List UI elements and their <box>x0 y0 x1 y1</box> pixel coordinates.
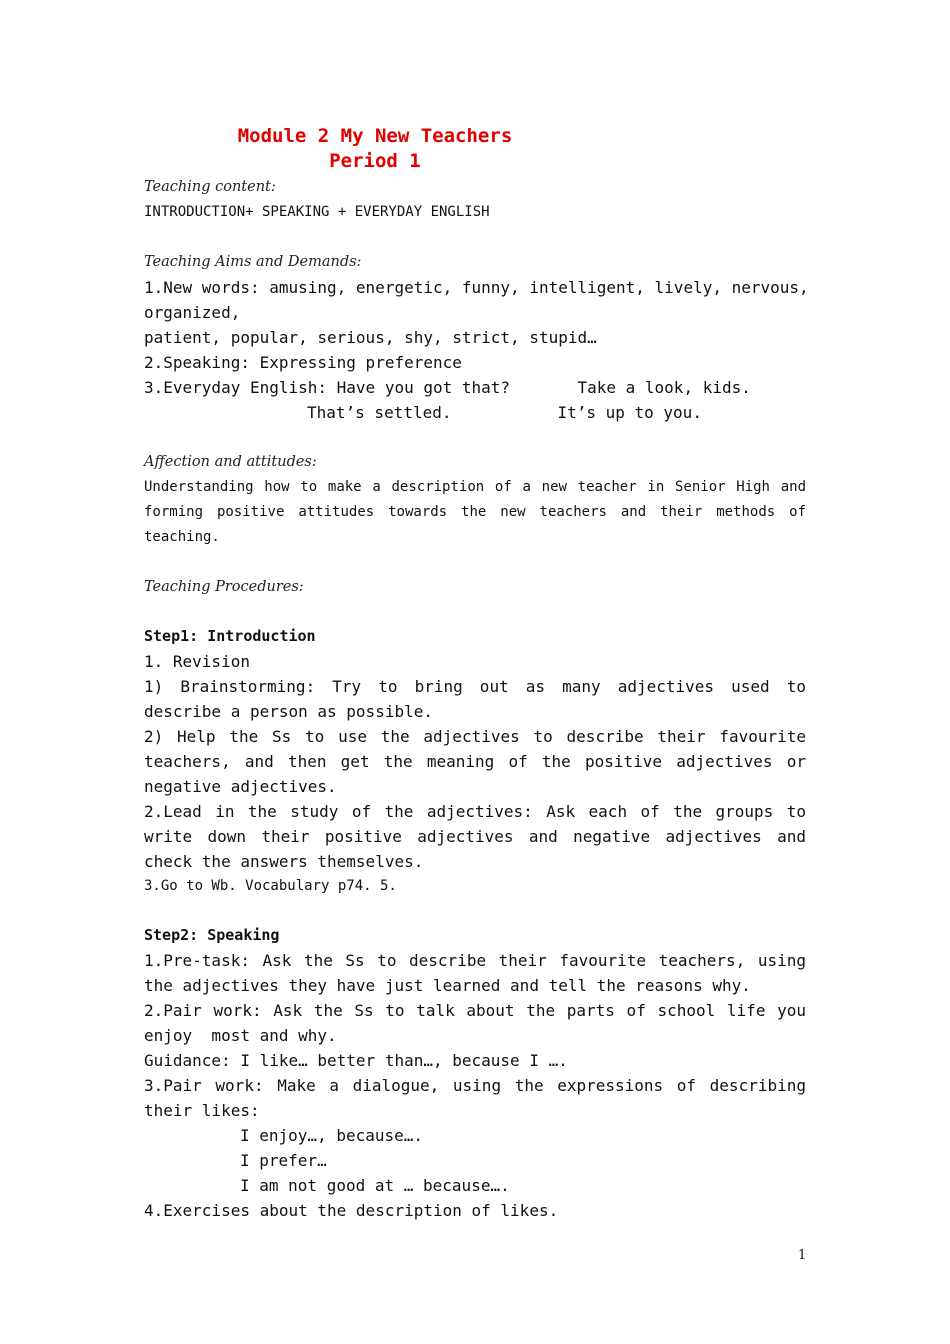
document-title: Module 2 My New Teachers <box>237 125 513 147</box>
teaching-content-heading: Teaching content: <box>144 179 276 195</box>
affection-line-3: teaching. <box>144 529 220 545</box>
step2-line: enjoy most and why. <box>144 1026 337 1045</box>
aims-line-1: 1.New words: amusing, energetic, funny, intelligent, lively, nervous, <box>144 278 809 297</box>
step1-heading: Step1: Introduction <box>144 627 316 645</box>
step2-line: Guidance: I like… better than…, because I …. <box>144 1051 568 1070</box>
step1-line: negative adjectives. <box>144 777 337 796</box>
step2-heading: Step2: Speaking <box>144 926 280 944</box>
step2-line: 3.Pair work: Make a dialogue, using the expressions of describing <box>144 1076 806 1095</box>
aims-line-6: That’s settled. It’s up to you. <box>307 403 702 422</box>
step2-line: 4.Exercises about the description of likes. <box>144 1201 559 1220</box>
step1-line: write down their positive adjectives and negative adjectives and <box>144 827 806 846</box>
step2-line: I enjoy…, because…. <box>240 1126 424 1145</box>
aims-heading: Teaching Aims and Demands: <box>144 254 362 270</box>
affection-line-1: Understanding how to make a description of a new teacher in Senior High and <box>144 479 806 495</box>
step2-line: 2.Pair work: Ask the Ss to talk about the parts of school life you <box>144 1001 806 1020</box>
procedures-heading: Teaching Procedures: <box>144 579 304 595</box>
aims-line-2: organized, <box>144 303 241 322</box>
step2-line: I prefer… <box>240 1151 327 1170</box>
step2-line: their likes: <box>144 1101 260 1120</box>
step2-line: I am not good at … because…. <box>240 1176 510 1195</box>
step2-line: the adjectives they have just learned and tell the reasons why. <box>144 976 751 995</box>
affection-heading: Affection and attitudes: <box>144 454 317 470</box>
step2-line: 1.Pre-task: Ask the Ss to describe their favourite teachers, using <box>144 951 806 970</box>
document-subtitle: Period 1 <box>329 150 421 172</box>
page-number: 1 <box>798 1248 807 1263</box>
aims-line-4: 2.Speaking: Expressing preference <box>144 353 462 372</box>
teaching-content-text: INTRODUCTION+ SPEAKING + EVERYDAY ENGLISH <box>144 204 490 220</box>
step1-line: 2.Lead in the study of the adjectives: Ask each of the groups to <box>144 802 806 821</box>
step1-line: teachers, and then get the meaning of the positive adjectives or <box>144 752 806 771</box>
affection-line-2: forming positive attitudes towards the new teachers and their methods of <box>144 504 806 520</box>
step1-line: 1) Brainstorming: Try to bring out as many adjectives used to <box>144 677 806 696</box>
step1-line: 3.Go to Wb. Vocabulary p74. 5. <box>144 878 397 894</box>
aims-line-5: 3.Everyday English: Have you got that? Take a look, kids. <box>144 378 751 397</box>
step1-line: 1. Revision <box>144 652 250 671</box>
step1-line: describe a person as possible. <box>144 702 433 721</box>
step1-line: 2) Help the Ss to use the adjectives to describe their favourite <box>144 727 806 746</box>
step1-line: check the answers themselves. <box>144 852 424 871</box>
aims-line-3: patient, popular, serious, shy, strict, stupid… <box>144 328 597 347</box>
